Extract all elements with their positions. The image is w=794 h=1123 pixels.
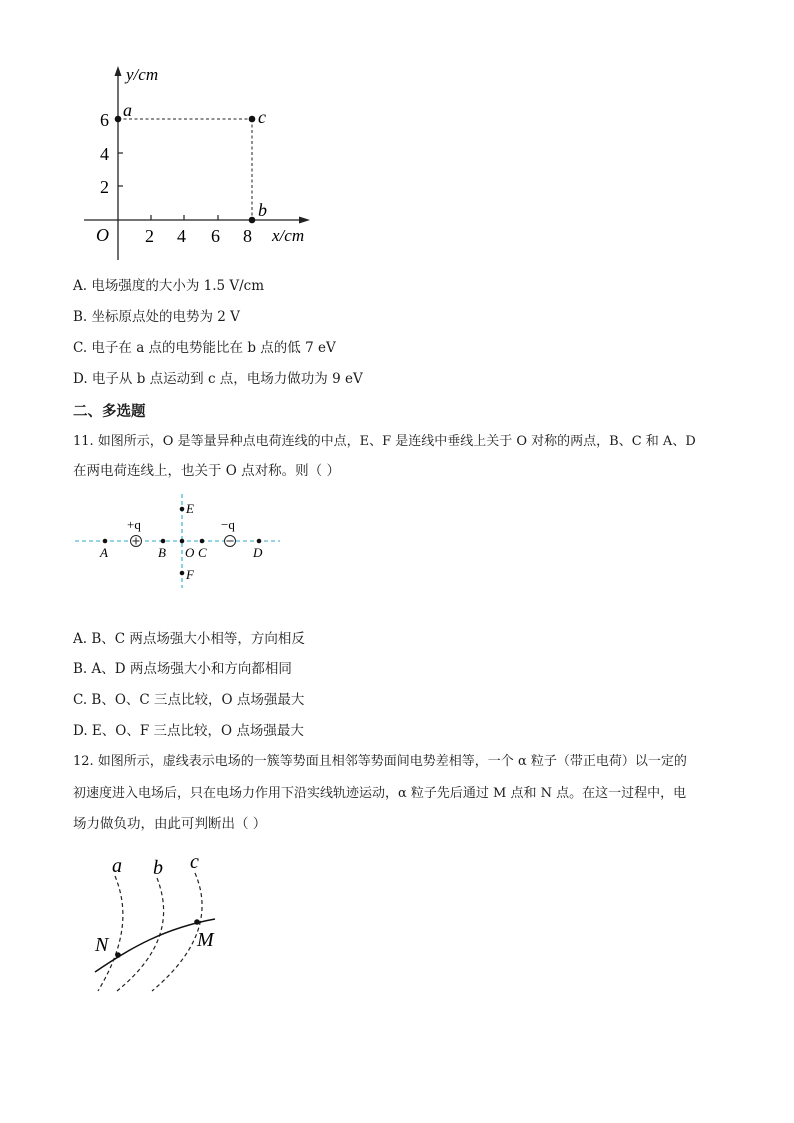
- origin-label: O: [96, 225, 109, 245]
- label-C: C: [198, 545, 207, 560]
- point-b: [249, 217, 256, 224]
- point-A: [103, 539, 108, 544]
- y-axis-label: y/cm: [126, 65, 159, 84]
- equipotential-figure: [85, 848, 230, 998]
- charge-figure: [70, 490, 290, 590]
- label-a: a: [112, 855, 122, 877]
- equipotential-b: [117, 878, 164, 991]
- xtick-8: 8: [243, 226, 252, 246]
- point-c: [249, 116, 256, 123]
- section-title: 二、多选题: [73, 404, 146, 420]
- label-E: E: [186, 501, 194, 516]
- q11-stem-line2: 在两电荷连线上，也关于 O 点对称。则（ ）: [73, 463, 340, 479]
- q11-option-d: D. E、O、F 三点比较，O 点场强最大: [73, 723, 304, 739]
- xtick-6: 6: [211, 226, 220, 246]
- point-O: [180, 539, 185, 544]
- label-F: F: [186, 567, 194, 582]
- label-O: O: [185, 545, 195, 560]
- ytick-2: 2: [100, 177, 109, 197]
- x-axis-label: x/cm: [272, 226, 305, 245]
- q10-option-c: C. 电子在 a 点的电势能比在 b 点的低 7 eV: [73, 340, 336, 356]
- q11-stem-line1: 11. 如图所示，O 是等量异种点电荷连线的中点，E、F 是连线中垂线上关于 O 对称的两点，B、C 和 A、D: [73, 434, 696, 449]
- point-M: [194, 919, 200, 925]
- q10-option-b: B. 坐标原点处的电势为 2 V: [73, 309, 240, 325]
- q10-option-d: D. 电子从 b 点运动到 c 点，电场力做功为 9 eV: [73, 371, 363, 387]
- coordinate-figure: [80, 60, 330, 265]
- xtick-2: 2: [145, 226, 154, 246]
- q10-option-a: A. 电场强度的大小为 1.5 V/cm: [73, 278, 265, 294]
- point-D: [257, 539, 262, 544]
- label-c: c: [258, 107, 266, 127]
- q11-option-a: A. B、C 两点场强大小相等，方向相反: [73, 631, 305, 647]
- label-c: c: [190, 851, 199, 873]
- q11-option-c: C. B、O、C 三点比较，O 点场强最大: [73, 692, 305, 708]
- label-minus-q: −q: [221, 517, 235, 532]
- label-B: B: [158, 545, 166, 560]
- ytick-6: 6: [100, 110, 109, 130]
- y-axis-arrow: [115, 66, 122, 76]
- point-a: [115, 116, 122, 123]
- label-D: D: [253, 545, 263, 560]
- point-F: [180, 571, 185, 576]
- label-b: b: [153, 857, 163, 879]
- point-N: [115, 952, 121, 958]
- q12-stem-line2: 初速度进入电场后，只在电场力作用下沿实线轨迹运动，α 粒子先后通过 M 点和 N 点。在这一过程中，电: [73, 786, 687, 801]
- label-M: M: [197, 929, 214, 951]
- q11-option-b: B. A、D 两点场强大小和方向都相同: [73, 661, 292, 677]
- point-C: [200, 539, 205, 544]
- ytick-4: 4: [100, 144, 109, 164]
- label-N: N: [95, 934, 109, 956]
- q12-stem-line1: 12. 如图所示，虚线表示电场的一簇等势面且相邻等势面间电势差相等，一个 α 粒子（带正电荷）以一定的: [73, 754, 687, 769]
- point-E: [180, 507, 185, 512]
- x-axis-arrow: [299, 217, 310, 224]
- label-A: A: [100, 545, 108, 560]
- q12-stem-line3: 场力做负功，由此可判断出（ ）: [73, 816, 267, 832]
- label-plus-q: +q: [127, 517, 141, 532]
- label-b: b: [258, 200, 267, 220]
- label-a: a: [123, 100, 132, 120]
- xtick-4: 4: [177, 226, 186, 246]
- equipotential-c: [152, 873, 202, 991]
- point-B: [161, 539, 166, 544]
